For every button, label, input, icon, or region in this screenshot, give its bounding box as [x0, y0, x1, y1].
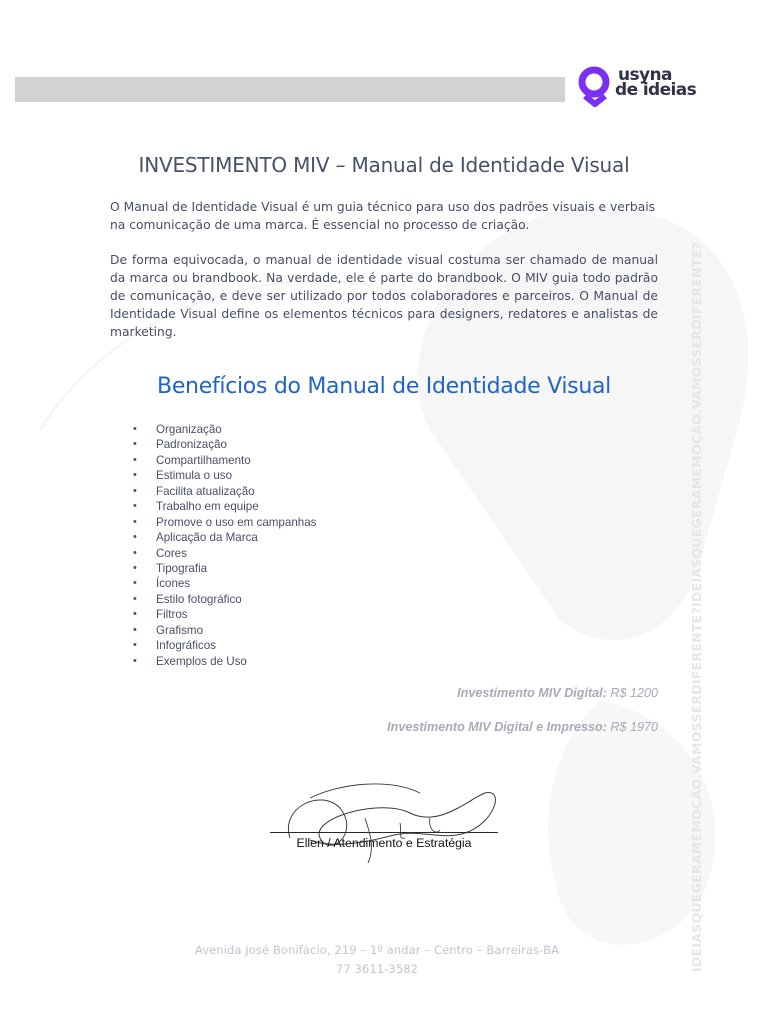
list-item: • Grafismo — [133, 623, 316, 638]
document-title: INVESTIMENTO MIV – Manual de Identidade Visual — [138, 153, 630, 177]
list-item: • Infográficos — [133, 638, 316, 653]
list-item: • Estilo fotográfico — [133, 592, 316, 607]
footer-phone: 77 3611-3582 — [335, 962, 419, 976]
header-bar — [15, 77, 565, 102]
price-digital-print-value: R$ 1970 — [610, 720, 658, 734]
footer-address: Avenida José Bonifácio, 219 – 1º andar – Centro – Barreiras-BA — [194, 943, 560, 957]
company-logo — [577, 66, 707, 110]
list-item: • Exemplos de Uso — [133, 654, 316, 669]
description-paragraph: De forma equivocada, o manual de identidade visual costuma ser chamado de manual da marca ou brandbook. Na verdade, ele é parte do brandbook. O MIV guia todo padrão de comunicação, e deve ser utilizado por todos colaboradores e parceiros. O Manual de Identidade Visual define os elementos técnicos para designers, redatores e analistas de marketing. — [110, 253, 658, 339]
price-digital-value: R$ 1200 — [610, 686, 658, 700]
benefits-heading: Benefícios do Manual de Identidade Visual — [157, 374, 611, 399]
signature-line — [270, 832, 498, 833]
logo-line-2: de ideias — [615, 80, 697, 100]
list-item: • Ícones — [133, 576, 316, 591]
logo-wordmark — [615, 65, 697, 100]
handwritten-signature — [270, 778, 510, 868]
list-item: • Cores — [133, 546, 316, 561]
price-digital-label: Investimento MIV Digital: — [457, 686, 607, 700]
price-digital-print-label: Investimento MIV Digital e Impresso: — [387, 720, 607, 734]
benefits-list — [133, 422, 316, 669]
list-item: • Aplicação da Marca — [133, 530, 316, 545]
list-item: • Tipografia — [133, 561, 316, 576]
list-item: • Estimula o uso — [133, 468, 316, 483]
list-item: • Filtros — [133, 607, 316, 622]
list-item: • Organização — [133, 422, 316, 437]
price-digital-print — [387, 720, 658, 734]
signature-caption: Ellen / Atendimento e Estratégia — [296, 836, 472, 850]
list-item: • Trabalho em equipe — [133, 499, 316, 514]
list-item: • Padronização — [133, 437, 316, 452]
list-item: • Compartilhamento — [133, 453, 316, 468]
logo-line-1: usyna — [618, 65, 672, 85]
intro-paragraph: O Manual de Identidade Visual é um guia técnico para uso dos padrões visuais e verbais na comunicação de uma marca. É essencial no processo de criação. — [110, 200, 656, 232]
vertical-slogan: IDEIASQUEGERAMEMOÇÃO.VAMOSSERDIFERENTE?IDEIASQUEGERAMEMOÇÃO.VAMOSSERDIFERENTE? — [689, 242, 704, 972]
price-digital — [457, 686, 658, 700]
list-item: • Facilita atualização — [133, 484, 316, 499]
list-item: • Promove o uso em campanhas — [133, 515, 316, 530]
logo-pin-icon — [577, 66, 613, 110]
